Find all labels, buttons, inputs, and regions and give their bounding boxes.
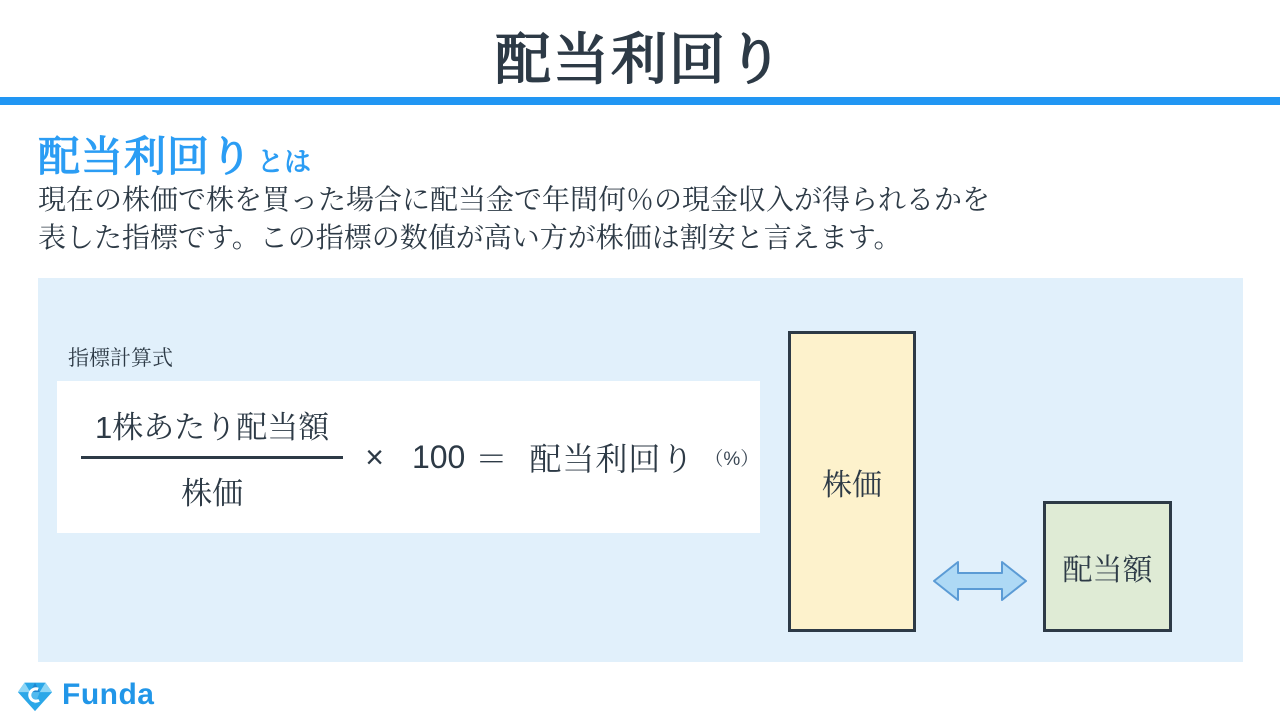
definition-line-1: 現在の株価で株を買った場合に配当金で年間何％の現金収入が得られるかを	[38, 184, 991, 215]
fraction-numerator: 1株あたり配当額	[81, 402, 343, 459]
formula-fraction	[81, 402, 343, 513]
title-divider	[0, 97, 1280, 105]
factor-value: 100	[411, 438, 466, 475]
formula-unit: （%）	[704, 448, 760, 470]
price-box-label: 株価	[822, 468, 882, 502]
section-heading	[38, 124, 311, 184]
section-heading-suffix: とは	[257, 147, 312, 177]
double-arrow-icon	[932, 552, 1028, 610]
dividend-box	[1043, 501, 1172, 632]
formula-panel-label: 指標計算式	[68, 347, 173, 370]
fraction-denominator: 株価	[181, 475, 244, 511]
formula-expression	[343, 434, 759, 480]
brand-logo-text: Funda	[62, 678, 155, 711]
formula-result: 配当利回り	[529, 441, 695, 477]
definition-text	[38, 181, 1238, 257]
definition-line-2: 表した指標です。この指標の数値が高い方が株価は割安と言えます。	[38, 222, 902, 253]
gem-icon	[16, 676, 54, 714]
equals-sign: ＝	[475, 441, 508, 477]
dividend-box-label: 配当額	[1062, 553, 1153, 587]
formula-panel	[38, 278, 1243, 662]
brand-logo	[16, 676, 155, 714]
section-heading-term: 配当利回り	[38, 133, 254, 180]
formula-box	[57, 381, 760, 533]
multiply-sign: ×	[365, 438, 384, 475]
price-box	[788, 331, 916, 632]
page-title: 配当利回り	[495, 28, 785, 91]
